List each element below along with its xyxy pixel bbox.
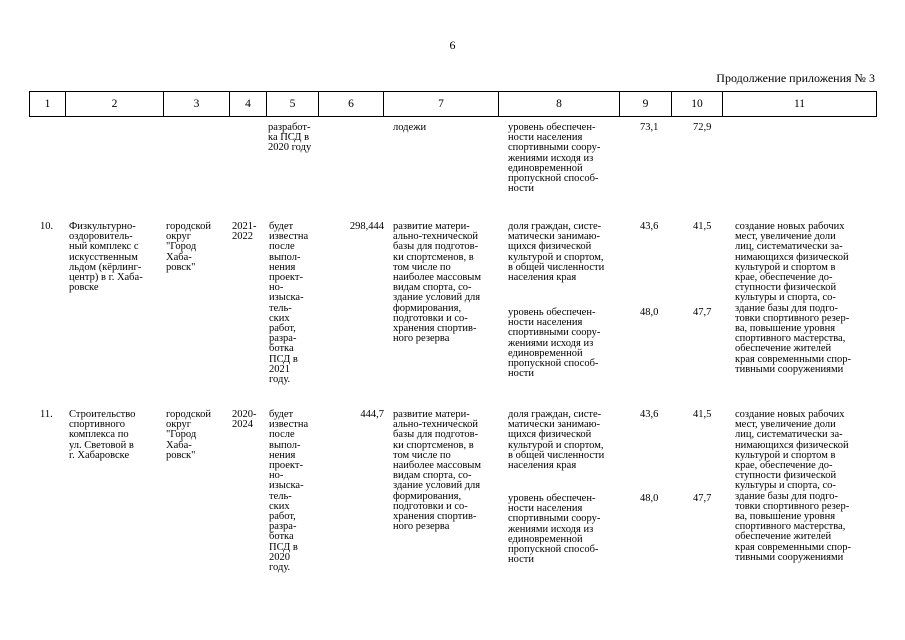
cell-indicator: уровень обеспечен- ности населения спортивными соору- жениями исходя из единовременной пропускной способ- ности (508, 307, 601, 380)
cell-value-base: 47,7 (693, 307, 712, 318)
cell-indicator: уровень обеспечен- ности населения спортивными соору- жениями исходя из единовременной пропускной способ- ности (508, 493, 601, 566)
cell-value-planned: 43,6 (640, 409, 659, 420)
column-number: 2 (66, 92, 164, 117)
cell-years: 2021- 2022 (232, 221, 257, 243)
cell-expected-result: создание новых рабочих мест, увеличение доли лиц, систематически за- нимающихся физической культурой и спортом в крае, обеспечение до- ступности физической культуры и спорта, со- здание базы для подго- товки спортивного резер- ва, повышение уровня спортивного мастерства, обеспечение жителей края современными спор- тивными сооружениями (735, 221, 852, 375)
cell-object-name: Строительство спортивного комплекса по ул. Световой в г. Хабаровске (69, 409, 136, 461)
cell-row-number: 11. (40, 409, 53, 420)
column-number: 5 (267, 92, 319, 117)
cell-municipality: городской округ "Город Хаба- ровск" (166, 221, 211, 273)
cell-value-base: 72,9 (693, 122, 712, 133)
cell-design-docs: будет известна после выпол- нения проект- но- изыска- тель- ских работ, разра- ботка ПСД в 2020 году. (269, 409, 309, 574)
column-number: 6 (319, 92, 384, 117)
cell-goal: лодежи (393, 122, 427, 133)
column-number: 3 (164, 92, 230, 117)
column-number: 8 (499, 92, 620, 117)
column-number: 1 (30, 92, 66, 117)
page-number: 6 (449, 38, 456, 52)
continuation-caption: Продолжение приложения № 3 (716, 71, 875, 85)
column-number-header (29, 91, 877, 117)
cell-design-docs: будет известна после выпол- нения проект- но- изыска- тель- ских работ, разра- ботка ПСД в 2021 году. (269, 221, 309, 386)
cell-value-base: 41,5 (693, 221, 712, 232)
cell-expected-result: создание новых рабочих мест, увеличение доли лиц, систематически за- нимающихся физической культурой и спортом в крае, обеспечение до- ступности физической культуры и спорта, со- здание базы для подго- товки спортивного резер- ва, повышение уровня спортивного мастерства, обеспечение жителей края современными спор- тивными сооружениями (735, 409, 852, 563)
column-number: 9 (620, 92, 672, 117)
cell-years: 2020- 2024 (232, 409, 257, 431)
cell-object-name: Физкультурно- оздоровитель- ный комплекс с искусственным льдом (кёрлинг- центр) в г. Хаба- ровске (69, 221, 143, 294)
cell-value-planned: 48,0 (640, 493, 659, 504)
cell-municipality: городской округ "Город Хаба- ровск" (166, 409, 211, 461)
cell-indicator: уровень обеспечен- ности населения спортивными соору- жениями исходя из единовременной пропускной способ- ности (508, 122, 601, 195)
cell-row-number: 10. (40, 221, 54, 232)
column-number: 10 (672, 92, 723, 117)
column-number: 11 (723, 92, 877, 117)
cell-cost: 298,444 (349, 221, 384, 232)
column-number: 7 (384, 92, 499, 117)
cell-value-base: 47,7 (693, 493, 712, 504)
cell-goal: развитие матери- ально-технической базы для подготов- ки спортсменов, в том числе по наиболее массовым видам спорта, со- здание условий для формирования, подготовки и со- хранения спортив- ного резерва (393, 409, 481, 533)
cell-indicator: доля граждан, систе- матически занимаю- щихся физической культурой и спортом, в общей численности населения края (508, 221, 605, 284)
cell-goal: развитие матери- ально-технической базы для подготов- ки спортсменов, в том числе по наиболее массовым видам спорта, со- здание условий для формирования, подготовки и со- хранения спортив- ного резерва (393, 221, 481, 345)
column-number: 4 (230, 92, 267, 117)
cell-indicator: доля граждан, систе- матически занимаю- щихся физической культурой и спортом, в общей численности населения края (508, 409, 605, 472)
cell-cost: 444,7 (360, 409, 384, 420)
cell-value-planned: 43,6 (640, 221, 659, 232)
cell-value-planned: 73,1 (640, 122, 659, 133)
cell-value-planned: 48,0 (640, 307, 659, 318)
cell-value-base: 41,5 (693, 409, 712, 420)
cell-design-docs: разработ- ка ПСД в 2020 году (268, 122, 312, 154)
